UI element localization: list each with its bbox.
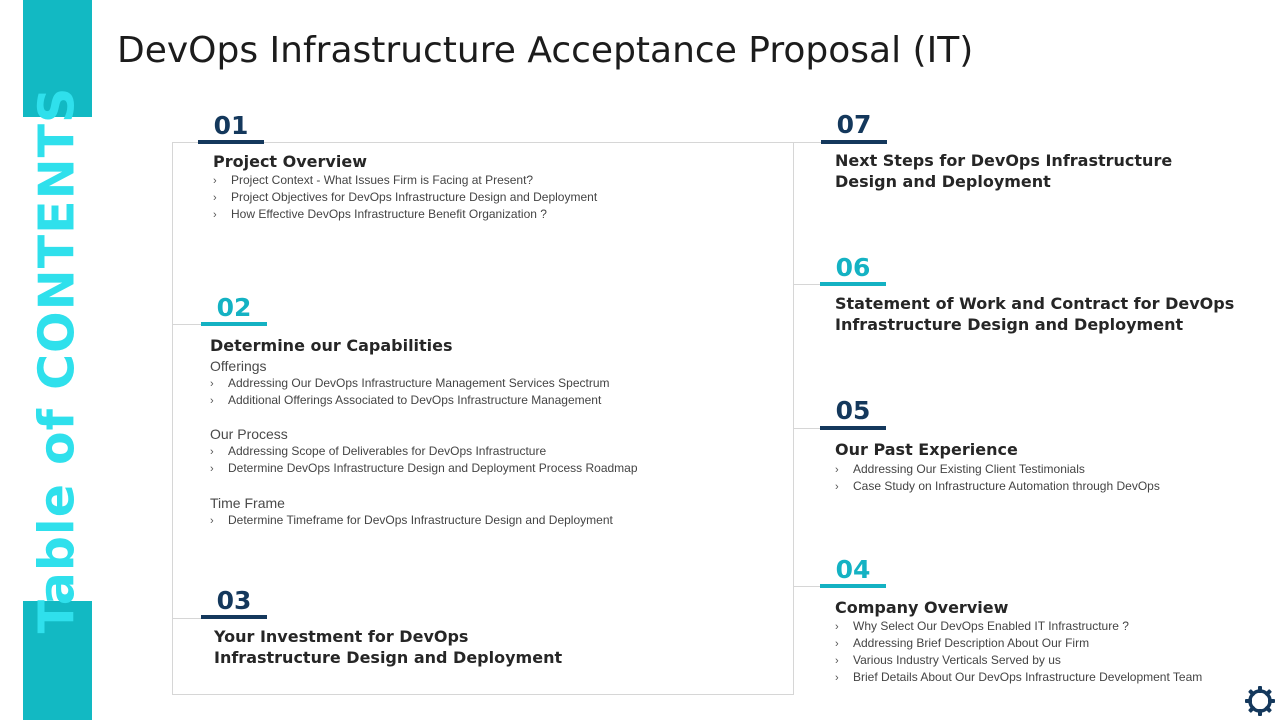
left-connector <box>172 618 202 619</box>
list-item: › Why Select Our DevOps Enabled IT Infrastructure ? <box>835 619 1129 633</box>
section-07 <box>835 150 1172 192</box>
side-title: Table of CONTENTS <box>28 86 86 634</box>
section-title: Company Overview <box>835 598 1009 617</box>
section-number-06: 06 <box>835 253 871 282</box>
page-title: DevOps Infrastructure Acceptance Proposal (IT) <box>117 30 974 71</box>
list-item: › How Effective DevOps Infrastructure Benefit Organization ? <box>213 207 547 221</box>
group-items <box>210 375 638 409</box>
list-item: › Determine Timeframe for DevOps Infrastructure Design and Deployment <box>210 513 613 527</box>
gear-icon <box>1244 685 1276 717</box>
list-item: › Various Industry Verticals Served by us <box>835 653 1061 667</box>
section-items <box>213 172 597 223</box>
list-item: › Additional Offerings Associated to DevOps Infrastructure Management <box>210 393 602 407</box>
section-title-line1: Next Steps for DevOps Infrastructure <box>835 151 1173 170</box>
section-underline-01 <box>198 140 264 144</box>
section-number-02: 02 <box>216 293 252 322</box>
list-item: › Project Objectives for DevOps Infrastructure Design and Deployment <box>213 190 598 204</box>
section-underline-05 <box>820 426 886 430</box>
section-underline-07 <box>821 140 887 144</box>
section-05 <box>835 439 1160 495</box>
left-connector <box>172 324 202 325</box>
group-label: Our Process <box>210 426 288 442</box>
section-underline-03 <box>201 615 267 619</box>
list-item: › Brief Details About Our DevOps Infrastructure Development Team <box>835 670 1203 684</box>
section-02 <box>210 335 638 529</box>
section-number-04: 04 <box>835 555 871 584</box>
section-number-03: 03 <box>216 586 252 615</box>
section-items <box>835 618 1202 686</box>
right-connector <box>793 586 823 587</box>
section-title-line2: Infrastructure Design and Deployment <box>835 315 1184 334</box>
section-title: Determine our Capabilities <box>210 336 453 355</box>
section-underline-04 <box>820 584 886 588</box>
section-items <box>835 461 1160 495</box>
right-connector <box>793 428 823 429</box>
section-number-01: 01 <box>213 111 249 140</box>
section-03 <box>214 626 562 668</box>
section-title: Our Past Experience <box>835 440 1018 459</box>
section-number-05: 05 <box>835 396 871 425</box>
right-connector <box>793 142 823 143</box>
section-title-line1: Your Investment for DevOps <box>214 627 469 646</box>
section-04 <box>835 597 1202 686</box>
list-item: › Addressing Our Existing Client Testimonials <box>835 462 1085 476</box>
section-title-line2: Infrastructure Design and Deployment <box>214 648 563 667</box>
section-title-line2: Design and Deployment <box>835 172 1051 191</box>
group-label: Time Frame <box>210 495 285 511</box>
list-item: › Addressing Scope of Deliverables for DevOps Infrastructure <box>210 444 547 458</box>
group-items <box>210 443 638 477</box>
list-item: › Addressing Brief Description About Our Firm <box>835 636 1090 650</box>
section-01 <box>213 151 597 223</box>
section-title: Project Overview <box>213 152 367 171</box>
list-item: › Case Study on Infrastructure Automation through DevOps <box>835 479 1160 493</box>
section-number-07: 07 <box>836 110 872 139</box>
section-underline-06 <box>820 282 886 286</box>
group-label: Offerings <box>210 358 267 374</box>
list-item: › Project Context - What Issues Firm is Facing at Present? <box>213 173 534 187</box>
right-connector <box>793 284 823 285</box>
section-underline-02 <box>201 322 267 326</box>
list-item: › Addressing Our DevOps Infrastructure Management Services Spectrum <box>210 376 610 390</box>
list-item: › Determine DevOps Infrastructure Design and Deployment Process Roadmap <box>210 461 638 475</box>
section-06 <box>835 293 1234 335</box>
section-title-line1: Statement of Work and Contract for DevOps <box>835 294 1235 313</box>
group-items <box>210 512 638 529</box>
